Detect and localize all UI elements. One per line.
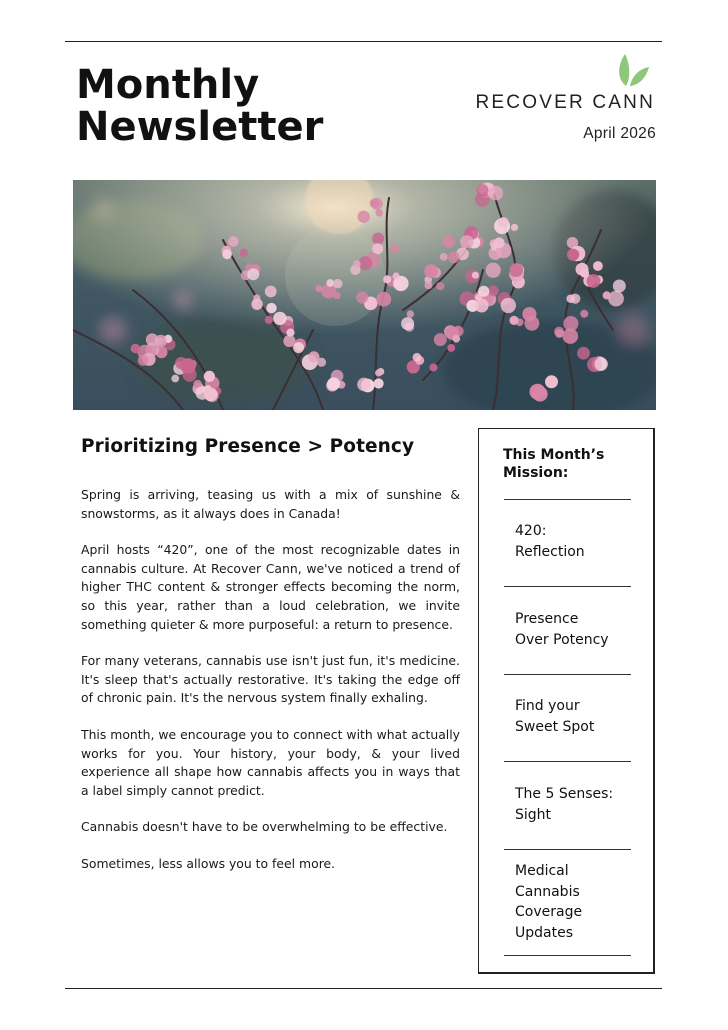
mission-item-line: The 5 Senses:	[515, 786, 614, 802]
mission-item-five-senses-sight	[515, 784, 645, 825]
mission-item-line: Cannabis	[515, 883, 580, 900]
sidebar-divider	[504, 955, 631, 956]
sidebar-divider	[504, 761, 631, 762]
mission-item-presence-over-potency	[515, 609, 645, 650]
mission-item-line: Coverage	[515, 904, 583, 920]
brand-name: RECOVER CANN	[475, 92, 655, 113]
mission-item-line: Updates	[515, 924, 573, 941]
mission-item-line: Sweet Spot	[515, 718, 595, 735]
article-paragraph: April hosts “420”, one of the most recognizable dates in cannabis culture. At Recover Cann, we've noticed a trend of higher THC content & stronger effects becoming the norm, so this year, rather than a loud celebration, we invite something quieter & more purposeful: a return to presence.	[81, 542, 460, 632]
pink-blossom-branches-photo	[73, 180, 656, 410]
article-paragraph: Cannabis doesn't have to be overwhelming to be effective.	[81, 819, 448, 835]
hero-image	[73, 180, 656, 410]
article-paragraph: Sometimes, less allows you to feel more.	[81, 855, 336, 871]
mission-item-420-reflection	[515, 521, 645, 562]
article-headline: Prioritizing Presence > Potency	[81, 436, 415, 457]
mission-item-line: Sight	[515, 806, 552, 823]
title-line-2: Newsletter	[76, 104, 324, 150]
leaf-icon	[612, 50, 652, 88]
mission-item-line: Presence	[515, 611, 579, 627]
newsletter-title	[76, 64, 323, 148]
article-body	[81, 486, 460, 892]
sidebar-title: This Month’s Mission:	[503, 447, 605, 481]
mission-item-line: 420:	[515, 523, 547, 539]
mission-item-line: Find your	[515, 698, 580, 714]
sidebar-divider	[504, 849, 631, 850]
article-paragraph: Spring is arriving, teasing us with a mix of sunshine & snowstorms, as it always does in Canada!	[81, 487, 460, 521]
mission-item-line: Reflection	[515, 543, 585, 560]
mission-item-line: Medical	[515, 863, 569, 879]
article-paragraph: This month, we encourage you to connect with what actually works for you. Your history, your body, & your lived experience all shape how cannabis affects you in ways that a label simply cannot predict.	[81, 726, 460, 798]
article-paragraph: For many veterans, cannabis use isn't just fun, it's medicine. It's sleep that's actually restorative. It's taking the edge off of chronic pain. It's the nervous system finally exhaling.	[81, 653, 460, 706]
issue-date: April 2026	[583, 125, 656, 142]
sidebar-divider	[504, 499, 631, 500]
sidebar-divider	[504, 674, 631, 675]
mission-item-line: Over Potency	[515, 631, 609, 648]
top-divider	[65, 41, 662, 42]
bottom-divider	[65, 988, 662, 989]
mission-item-find-your-sweet-spot	[515, 696, 645, 737]
sidebar-divider	[504, 586, 631, 587]
mission-sidebar	[478, 428, 655, 974]
title-line-1: Monthly	[76, 62, 260, 108]
mission-item-medical-cannabis-coverage	[515, 861, 645, 943]
